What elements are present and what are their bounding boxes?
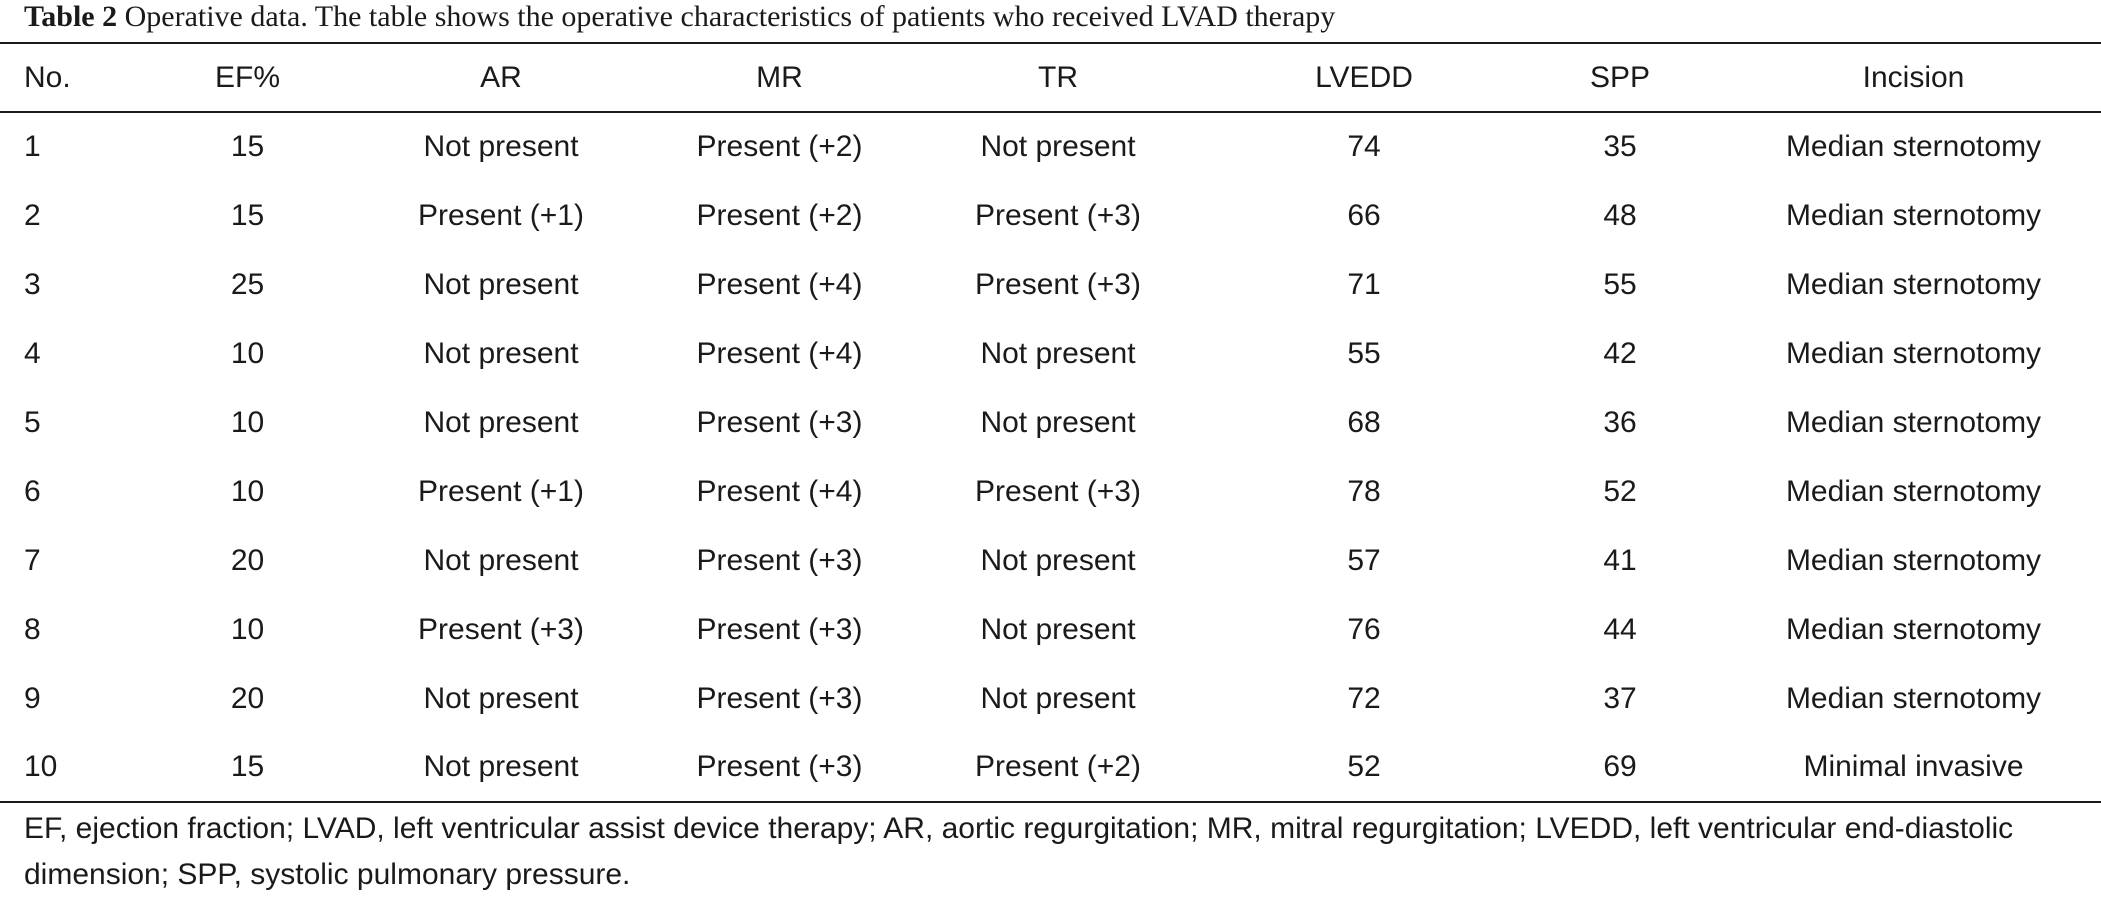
cell-spp: 69 xyxy=(1514,733,1726,802)
cell-ar: Not present xyxy=(423,681,579,715)
cell-incision: Minimal invasive xyxy=(1726,733,2101,802)
table-row xyxy=(0,664,2101,733)
cell-incision: Median sternotomy xyxy=(1785,474,2042,508)
table-row xyxy=(0,457,2101,526)
cell-ef: 10 xyxy=(230,474,265,508)
cell-ef: 10 xyxy=(230,405,265,439)
cell-spp: 52 xyxy=(1603,474,1637,508)
cell-incision: Median sternotomy xyxy=(1785,612,2042,646)
cell-ef: 15 xyxy=(230,130,265,163)
table-row xyxy=(0,112,2101,181)
cell-no: 4 xyxy=(24,336,41,370)
cell-tr: Not present xyxy=(980,336,1136,370)
cell-ar: Not present xyxy=(423,130,579,163)
cell-spp: 36 xyxy=(1603,405,1637,439)
table-caption xyxy=(24,0,1335,34)
cell-ef: 20 xyxy=(230,681,265,715)
cell-incision: Median sternotomy xyxy=(1785,543,2042,577)
table-caption-text: Operative data. The table shows the operative characteristics of patients who received LVAD therapy xyxy=(117,0,1336,33)
header-no: No. xyxy=(0,43,150,112)
cell-tr: Present (+3) xyxy=(975,474,1141,508)
header-tr: TR xyxy=(902,43,1214,112)
cell-lvedd: 55 xyxy=(1347,336,1381,370)
cell-mr: Present (+3) xyxy=(696,612,863,646)
cell-mr: Present (+4) xyxy=(696,474,863,508)
cell-no: 6 xyxy=(24,474,41,508)
cell-mr: Present (+3) xyxy=(696,405,863,439)
cell-no: 8 xyxy=(24,612,41,646)
cell-tr: Not present xyxy=(980,405,1136,439)
cell-mr: Present (+3) xyxy=(657,733,902,802)
cell-mr: Present (+4) xyxy=(696,336,863,370)
cell-mr: Present (+3) xyxy=(696,681,863,715)
cell-incision: Median sternotomy xyxy=(1785,267,2042,301)
cell-incision: Median sternotomy xyxy=(1785,130,2042,163)
table-caption-label: Table 2 xyxy=(24,0,118,33)
cell-no: 2 xyxy=(24,198,41,232)
header-ar: AR xyxy=(345,43,657,112)
cell-lvedd: 74 xyxy=(1347,130,1381,163)
cell-tr: Not present xyxy=(980,130,1136,163)
cell-ar: Not present xyxy=(423,405,579,439)
cell-lvedd: 72 xyxy=(1347,681,1381,715)
cell-spp: 35 xyxy=(1603,130,1637,163)
cell-tr: Not present xyxy=(980,543,1136,577)
cell-ef: 15 xyxy=(230,198,265,232)
cell-lvedd: 78 xyxy=(1347,474,1381,508)
header-spp: SPP xyxy=(1514,43,1726,112)
cell-lvedd: 52 xyxy=(1214,733,1514,802)
cell-no: 3 xyxy=(24,267,41,301)
cell-tr: Present (+3) xyxy=(975,267,1141,301)
cell-ar: Not present xyxy=(423,336,579,370)
cell-ar: Not present xyxy=(423,267,579,301)
cell-ef: 15 xyxy=(150,733,345,802)
table-row xyxy=(0,388,2101,457)
header-ef: EF% xyxy=(150,43,345,112)
table-row xyxy=(0,250,2101,319)
cell-spp: 37 xyxy=(1603,681,1637,715)
cell-incision: Median sternotomy xyxy=(1785,405,2042,439)
cell-no: 9 xyxy=(24,681,41,715)
cell-spp: 44 xyxy=(1603,612,1637,646)
cell-no: 7 xyxy=(24,543,41,577)
cell-incision: Median sternotomy xyxy=(1785,681,2042,715)
cell-tr: Not present xyxy=(980,681,1136,715)
cell-mr: Present (+4) xyxy=(696,267,863,301)
cell-mr: Present (+3) xyxy=(696,543,863,577)
cell-ar: Present (+3) xyxy=(418,612,584,646)
table-row xyxy=(0,526,2101,595)
table-body xyxy=(0,112,2101,802)
cell-lvedd: 71 xyxy=(1347,267,1381,301)
cell-ef: 10 xyxy=(230,612,265,646)
cell-tr: Present (+2) xyxy=(902,733,1214,802)
cell-mr: Present (+2) xyxy=(696,130,863,163)
header-incision: Incision xyxy=(1726,43,2101,112)
cell-ef: 25 xyxy=(230,267,265,301)
table-row xyxy=(0,595,2101,664)
header-lvedd: LVEDD xyxy=(1214,43,1514,112)
cell-lvedd: 76 xyxy=(1347,612,1381,646)
cell-ef: 10 xyxy=(230,336,265,370)
cell-spp: 41 xyxy=(1603,543,1637,577)
cell-ar: Present (+1) xyxy=(418,474,584,508)
cell-mr: Present (+2) xyxy=(696,198,863,232)
cell-ar: Present (+1) xyxy=(418,198,584,232)
cell-lvedd: 57 xyxy=(1347,543,1381,577)
cell-lvedd: 66 xyxy=(1347,198,1381,232)
cell-tr: Not present xyxy=(980,612,1136,646)
cell-spp: 55 xyxy=(1603,267,1637,301)
table-header-row xyxy=(0,43,2101,112)
cell-no: 10 xyxy=(0,733,150,802)
operative-data-table xyxy=(0,42,2101,803)
table-row xyxy=(0,181,2101,250)
cell-lvedd: 68 xyxy=(1347,405,1381,439)
cell-ar: Not present xyxy=(423,543,579,577)
cell-no: 1 xyxy=(24,130,41,163)
cell-ar: Not present xyxy=(345,733,657,802)
cell-spp: 42 xyxy=(1603,336,1637,370)
header-mr: MR xyxy=(657,43,902,112)
table-footnote: EF, ejection fraction; LVAD, left ventricular assist device therapy; AR, aortic regurgitation; MR, mitral regurgitation; LVEDD, left ventricular end-diastolic dimension; SPP, systolic pulmonary pressure. xyxy=(24,812,2014,891)
cell-tr: Present (+3) xyxy=(975,198,1141,232)
table-row xyxy=(0,319,2101,388)
table-row xyxy=(0,733,2101,802)
cell-incision: Median sternotomy xyxy=(1785,198,2042,232)
cell-no: 5 xyxy=(24,405,41,439)
cell-incision: Median sternotomy xyxy=(1785,336,2042,370)
cell-spp: 48 xyxy=(1603,198,1637,232)
cell-ef: 20 xyxy=(230,543,265,577)
